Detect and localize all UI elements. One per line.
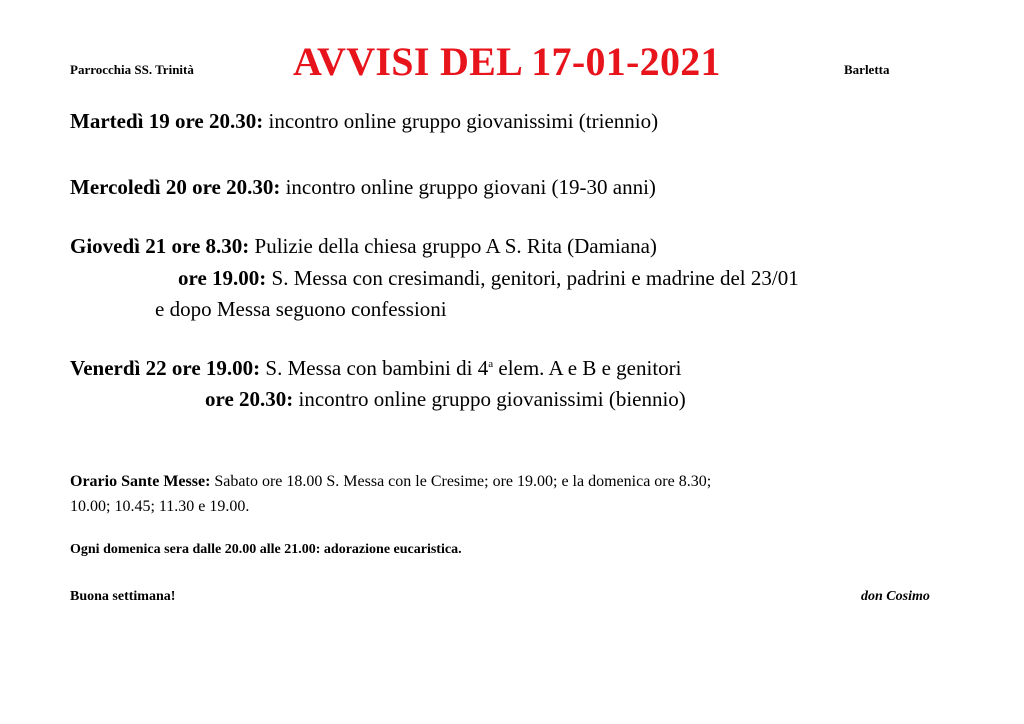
notice-friday-evening-text: incontro online gruppo giovanissimi (biennio) (293, 387, 686, 411)
notice-tuesday-text: incontro online gruppo giovanissimi (triennio) (263, 109, 659, 133)
city-name: Barletta (844, 62, 890, 77)
notice-thursday-evening (178, 266, 799, 291)
notice-friday-evening-label: ore 20.30: (205, 387, 294, 411)
notice-thursday-evening-label: ore 19.00: (178, 266, 267, 290)
notice-thursday-confessions: e dopo Messa seguono confessioni (155, 297, 447, 321)
notice-thursday-text: Pulizie della chiesa gruppo A S. Rita (Damiana) (249, 234, 657, 258)
mass-schedule-label: Orario Sante Messe: (70, 473, 211, 490)
notice-thursday (70, 234, 657, 259)
notice-friday-text-a: S. Messa con bambini di 4 (260, 356, 489, 380)
notice-wednesday-label: Mercoledì 20 ore 20.30: (70, 175, 281, 199)
mass-schedule-continued: 10.00; 10.45; 11.30 e 19.00. (70, 498, 250, 515)
notice-tuesday-label: Martedì 19 ore 20.30: (70, 109, 264, 133)
closing-greeting: Buona settimana! (70, 589, 176, 604)
adoration-notice: Ogni domenica sera dalle 20.00 alle 21.00: adorazione eucaristica. (70, 542, 462, 557)
notice-thursday-label: Giovedì 21 ore 8.30: (70, 234, 250, 258)
notice-friday-label: Venerdì 22 ore 19.00: (70, 356, 261, 380)
notice-tuesday (70, 109, 658, 134)
notice-friday-evening (205, 387, 686, 412)
notice-friday-superscript: a (488, 358, 494, 370)
signature: don Cosimo (861, 589, 930, 604)
notice-wednesday (70, 175, 656, 200)
page-title: AVVISI DEL 17-01-2021 (293, 39, 721, 84)
notice-friday-text-b: elem. A e B e genitori (493, 356, 682, 380)
mass-schedule (70, 473, 711, 491)
parish-name: Parrocchia SS. Trinità (70, 62, 194, 77)
notice-friday (70, 356, 682, 381)
mass-schedule-text: Sabato ore 18.00 S. Messa con le Cresime; ore 19.00; e la domenica ore 8.30; (210, 473, 712, 490)
notice-thursday-evening-text: S. Messa con cresimandi, genitori, padrini e madrine del 23/01 (266, 266, 799, 290)
notice-wednesday-text: incontro online gruppo giovani (19-30 anni) (280, 175, 656, 199)
